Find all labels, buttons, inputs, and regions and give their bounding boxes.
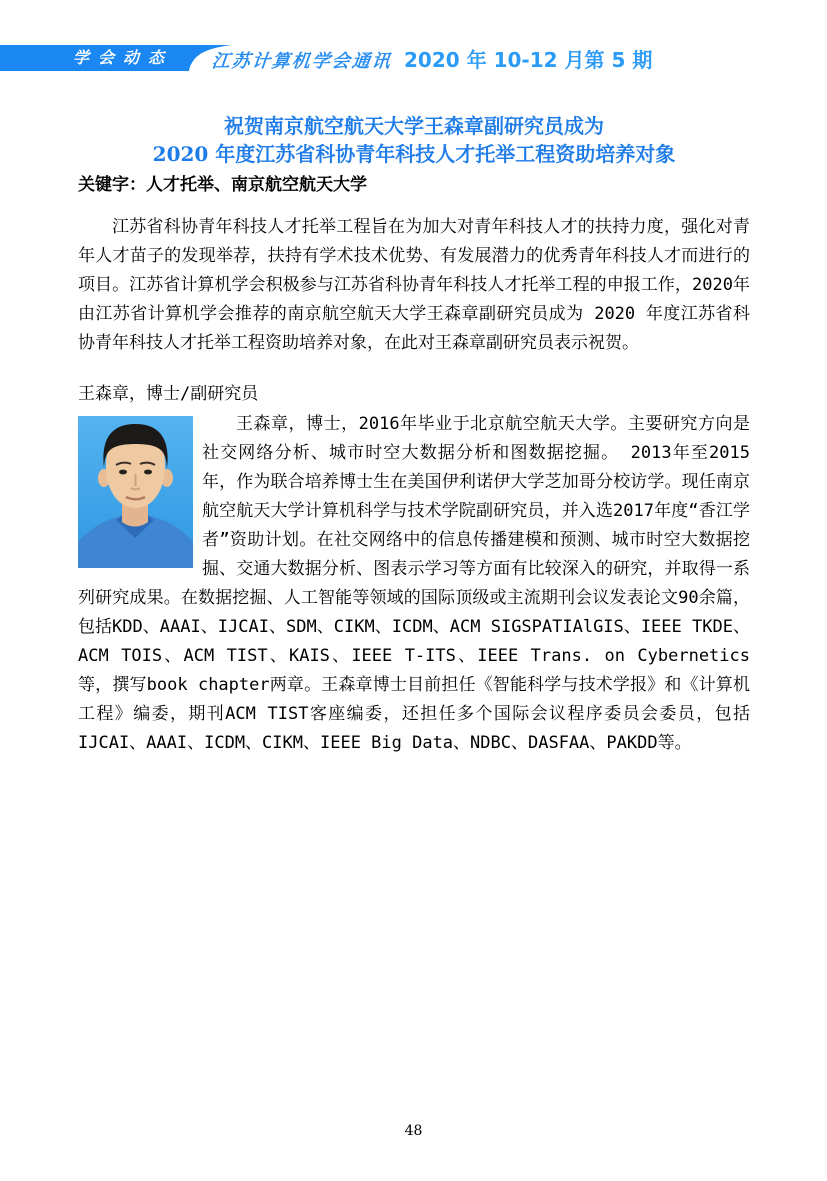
keywords-line xyxy=(78,174,750,197)
profile-photo xyxy=(78,416,193,568)
article-title-line2: 2020 年度江苏省科协青年科技人才托举工程资助培养对象 xyxy=(152,142,676,166)
article xyxy=(78,112,750,758)
newsletter-name: 江苏计算机学会通讯 xyxy=(210,51,393,72)
banner-label: 学会动态 xyxy=(72,48,173,67)
portrait-illustration xyxy=(78,416,193,568)
bio-paragraph: 王森章，博士，2016年毕业于北京航空航天大学。主要研究方向是社交网络分析、城市时空大数据分析和图数据挖掘。 2013年至2015年，作为联合培养博士生在美国伊利诺伊大学芝加哥分校访学。现任南京航空航天大学计算机科学与技术学院副研究员，并入选2017年度“香江学者”资助计划。在社交网络中的信息传播建模和预测、城市时空大数据挖掘、交通大数据分析、图表示学习等方面有比较深入的研究，并取得一系列研究成果。在数据挖掘、人工智能等领域的国际顶级或主流期刊会议发表论文90余篇，包括KDD、AAAI、IJCAI、SDM、CIKM、ICDM、ACM SIGSPATIAlGIS、IEEE TKDE、ACM TOIS、ACM TIST、KAIS、IEEE T-ITS、IEEE Trans. on Cybernetics等，撰写book chapter两章。王森章博士目前担任《智能科学与技术学报》和《计算机工程》编委，期刊ACM TIST客座编委，还担任多个国际会议程序委员会委员，包括IJCAI、AAAI、ICDM、CIKM、IEEE Big Data、NDBC、DASFAA、PAKDD等。 xyxy=(78,414,750,753)
article-title-line1: 祝贺南京航空航天大学王森章副研究员成为 xyxy=(224,114,604,138)
issue-date: 2020 年 10-12 月第 5 期 xyxy=(404,48,653,72)
page-header xyxy=(0,0,827,86)
profile-heading: 王森章，博士/副研究员 xyxy=(78,384,259,404)
section-banner xyxy=(0,45,232,71)
page-number: 48 xyxy=(404,1123,423,1139)
keywords-label: 关键字： xyxy=(78,175,146,195)
keywords-value: 人才托举、南京航空航天大学 xyxy=(146,175,367,195)
intro-paragraph: 江苏省科协青年科技人才托举工程旨在为加大对青年科技人才的扶持力度，强化对青年人才苗子的发现举荐，扶持有学术技术优势、有发展潜力的优秀青年科技人才而进行的项目。江苏省计算机学会积极参与江苏省科协青年科技人才托举工程的申报工作，2020年由江苏省计算机学会推荐的南京航空航天大学王森章副研究员成为 2020 年度江苏省科协青年科技人才托举工程资助培养对象，在此对王森章副研究员表示祝贺。 xyxy=(78,217,750,353)
article-title xyxy=(78,112,750,168)
profile-section xyxy=(78,410,750,758)
